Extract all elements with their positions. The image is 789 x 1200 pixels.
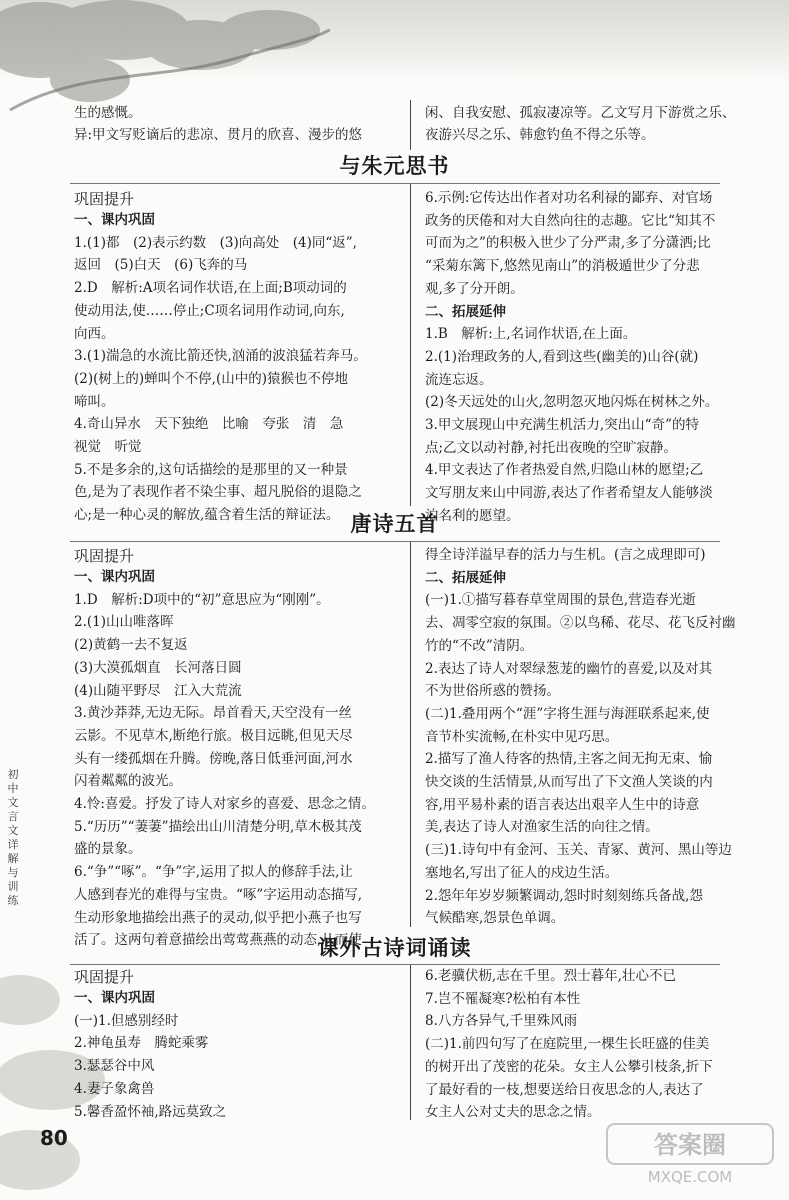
answer-line: 盛的景象。 [74, 841, 142, 858]
top-left-line-1: 生的感慨。 [74, 105, 142, 121]
section-subhead: 巩固提升 [74, 968, 135, 986]
answer-line: 容,用平易朴素的语言表达出艰辛人生中的诗意 [425, 796, 700, 813]
answer-line: 快交谈的生活情景,从而写出了下文渔人笑谈的内 [425, 774, 713, 790]
answer-line: 观,多了分开朗。 [425, 280, 524, 297]
answer-line: 点;乙文以动衬静,衬托出夜晚的空旷寂静。 [425, 439, 677, 456]
subsection-heading: 一、课内巩固 [74, 569, 155, 585]
answer-line: 4.怜:喜爱。抒发了诗人对家乡的喜爱、思念之情。 [74, 796, 375, 812]
section-title-tang-shi-wu-shou: 唐诗五首 [350, 512, 439, 536]
answer-line: 可而为之”的积极入世少了分严肃,多了分潇洒;比 [425, 235, 711, 252]
answer-line: (2)黄鹤一去不复返 [74, 637, 188, 654]
answer-line: 泊名利的愿望。 [425, 507, 520, 524]
answer-line: 气候酷寒,怨景色单调。 [425, 910, 565, 927]
answer-line: 视觉 听觉 [74, 439, 142, 455]
answer-line: 啼叫。 [74, 393, 115, 410]
column-divider [410, 965, 411, 1120]
answer-line: 返回 (5)白天 (6)飞奔的马 [74, 257, 248, 274]
answer-line: 6.“争”“啄”。“争”字,运用了拟人的修辞手法,让 [74, 864, 353, 881]
answer-line: 云影。不见草木,断绝行旅。极目远眺,但见天尽 [74, 727, 353, 744]
subsection-heading: 二、拓展延伸 [425, 569, 506, 586]
answer-line: 1.B 解析:上,名词作状语,在上面。 [425, 326, 637, 343]
answer-line: (2)冬天远处的山火,忽明忽灭地闪烁在树林之外。 [425, 394, 719, 411]
answer-line: 1.D 解析:D项中的“初”意思应为“刚刚”。 [74, 591, 330, 608]
answer-line: (一)1.但感别经时 [74, 1012, 179, 1029]
subsection-heading: 一、课内巩固 [74, 212, 155, 228]
top-left-line-2: 异:甲文写贬谪后的悲凉、贯月的欣喜、漫步的悠 [74, 127, 363, 143]
answer-line: 2.神龟虽寿 腾蛇乘雾 [74, 1035, 209, 1052]
answer-line: 3.黄沙莽莽,无边无际。昂首看天,天空没有一丝 [74, 705, 352, 722]
answer-line: 4.妻子象禽兽 [74, 1080, 155, 1097]
answer-line: (二)1.前四句写了在庭院里,一棵生长旺盛的佳美 [425, 1036, 710, 1053]
top-right-line-2: 夜游兴尽之乐、韩愈钓鱼不得之乐等。 [425, 127, 655, 143]
answer-line: 流连忘返。 [425, 371, 493, 388]
answer-line: 色,是为了表现作者不染尘事、超凡脱俗的退隐之 [74, 484, 362, 501]
answer-line: 头有一缕孤烟在升腾。傍晚,落日低垂河面,河水 [74, 750, 353, 767]
column-divider [410, 542, 411, 927]
answer-line: 2.(1)山山唯落晖 [74, 614, 174, 631]
answer-line: 活了。这两句着意描绘出莺莺燕燕的动态,从而使 [74, 932, 362, 949]
answer-line: (2)(树上的)蝉叫个不停,(山中的)猿猴也不停地 [74, 370, 348, 387]
answer-line: 5.“历历”“萋萋”描绘出山川清楚分明,草木极其茂 [74, 818, 362, 835]
answer-line: 女主人公对丈夫的思念之情。 [425, 1104, 601, 1121]
section-title-yu-zhu-yuan-si-shu: 与朱元思书 [339, 154, 450, 178]
answer-line: 7.岂不罹凝寒?松柏有本性 [425, 990, 581, 1007]
subsection-heading: 二、拓展延伸 [425, 303, 506, 320]
answer-line: 塞地名,写出了征人的戍边生活。 [425, 864, 619, 881]
section-rule [70, 183, 720, 184]
answer-line: 了最好看的一枝,想要送给日夜思念的人,表达了 [425, 1081, 704, 1098]
answer-line: 闪着粼粼的波光。 [74, 773, 182, 790]
section-rule [70, 541, 720, 542]
answer-line: 4.奇山异水 天下独绝 比喻 夸张 清 急 [74, 416, 344, 433]
answer-line: 5.馨香盈怀袖,路远莫致之 [74, 1103, 227, 1120]
answer-line: 文写朋友来山中同游,表达了作者希望友人能够淡 [425, 485, 713, 502]
watermark-logo [605, 1120, 775, 1188]
answer-line: (二)1.叠用两个“涯”字将生涯与海涯联系起来,使 [425, 705, 710, 722]
answer-line: 5.不是多余的,这句话描绘的是那里的又一种景 [74, 461, 348, 478]
answer-line: 1.(1)都 (2)表示约数 (3)向高处 (4)同“返”, [74, 234, 357, 251]
section-title-ke-wai-gu-shi-ci: 课外古诗词诵读 [317, 936, 472, 960]
answer-line: 美,表达了诗人对渔家生活的向往之情。 [425, 819, 659, 836]
answer-line: 人感到春光的难得与宝贵。“啄”字运用动态描写, [74, 886, 363, 903]
answer-line: 得全诗洋溢早春的活力与生机。(言之成理即可) [425, 547, 706, 563]
page-number: 80 [40, 1126, 68, 1150]
answer-line: 心;是一种心灵的解放,蕴含着生活的辩证法。 [74, 507, 340, 524]
answer-line: 2.描写了渔人待客的热情,主客之间无拘无束、愉 [425, 751, 713, 768]
section-rule [70, 964, 720, 965]
answer-line: 使动用法,使……停止;C项名词用作动词,向东, [74, 302, 345, 319]
answer-line: (一)1.①描写暮春草堂周围的景色,营造春光逝 [425, 592, 696, 609]
answer-line: 不为世俗所惑的赞扬。 [425, 683, 560, 700]
answer-line: 2.(1)治理政务的人,看到这些(幽美的)山谷(就) [425, 348, 699, 365]
answer-line: 8.八方各异气,千里殊风雨 [425, 1013, 578, 1030]
answer-line: 3.瑟瑟谷中风 [74, 1058, 155, 1075]
answer-line: 音节朴实流畅,在朴实中见巧思。 [425, 728, 619, 745]
answer-line: (3)大漠孤烟直 长河落日圆 [74, 659, 242, 676]
section-subhead: 巩固提升 [74, 190, 135, 208]
answer-line: 2.D 解析:A项名词作状语,在上面;B项动词的 [74, 280, 347, 297]
answer-line: 去、凋零空寂的氛围。②以鸟稀、花尽、花飞反衬幽 [425, 615, 736, 632]
svg-text:MXQE.COM: MXQE.COM [647, 1168, 733, 1186]
column-divider [410, 184, 411, 506]
answer-line: 6.老骥伏枥,志在千里。烈士暮年,壮心不已 [425, 968, 676, 984]
answer-line: (4)山随平野尽 江入大荒流 [74, 682, 242, 699]
top-column-divider [410, 100, 411, 150]
answer-line: 竹的“不改”清阴。 [425, 637, 534, 654]
answer-line: 4.甲文表达了作者热爱自然,归隐山林的愿望;乙 [425, 462, 704, 479]
answer-line: 政务的厌倦和对大自然向往的志趣。它比“知其不 [425, 212, 716, 229]
answer-line: (三)1.诗句中有金河、玉关、青冢、黄河、黑山等边 [425, 842, 732, 859]
answer-line: 2.表达了诗人对翠绿葱茏的幽竹的喜爱,以及对其 [425, 660, 713, 677]
section-subhead: 巩固提升 [74, 547, 135, 565]
answer-line: 6.示例:它传达出作者对功名利禄的鄙弃、对官场 [425, 190, 713, 206]
answer-line: 3.(1)湍急的水流比箭还快,汹涌的波浪猛若奔马。 [74, 348, 367, 365]
subsection-heading: 一、课内巩固 [74, 990, 155, 1006]
top-right-line-1: 闲、自我安慰、孤寂凄凉等。乙文写月下游赏之乐、 [425, 105, 736, 121]
svg-text:答案圈: 答案圈 [654, 1131, 726, 1159]
answer-line: 生动形象地描绘出燕子的灵动,似乎把小燕子也写 [74, 909, 362, 926]
side-book-title: 初中文言文详解与训练 [7, 768, 19, 907]
answer-line: “采菊东篱下,悠然见南山”的消极遁世少了分悲 [425, 258, 700, 275]
answer-line: 的树开出了茂密的花朵。女主人公攀引枝条,折下 [425, 1058, 713, 1075]
answer-line: 3.甲文展现山中充满生机活力,突出山“奇”的特 [425, 417, 699, 433]
answer-line: 向西。 [74, 325, 115, 342]
answer-line: 2.怨年年岁岁频繁调动,怨时时刻刻练兵备战,怨 [425, 887, 703, 904]
